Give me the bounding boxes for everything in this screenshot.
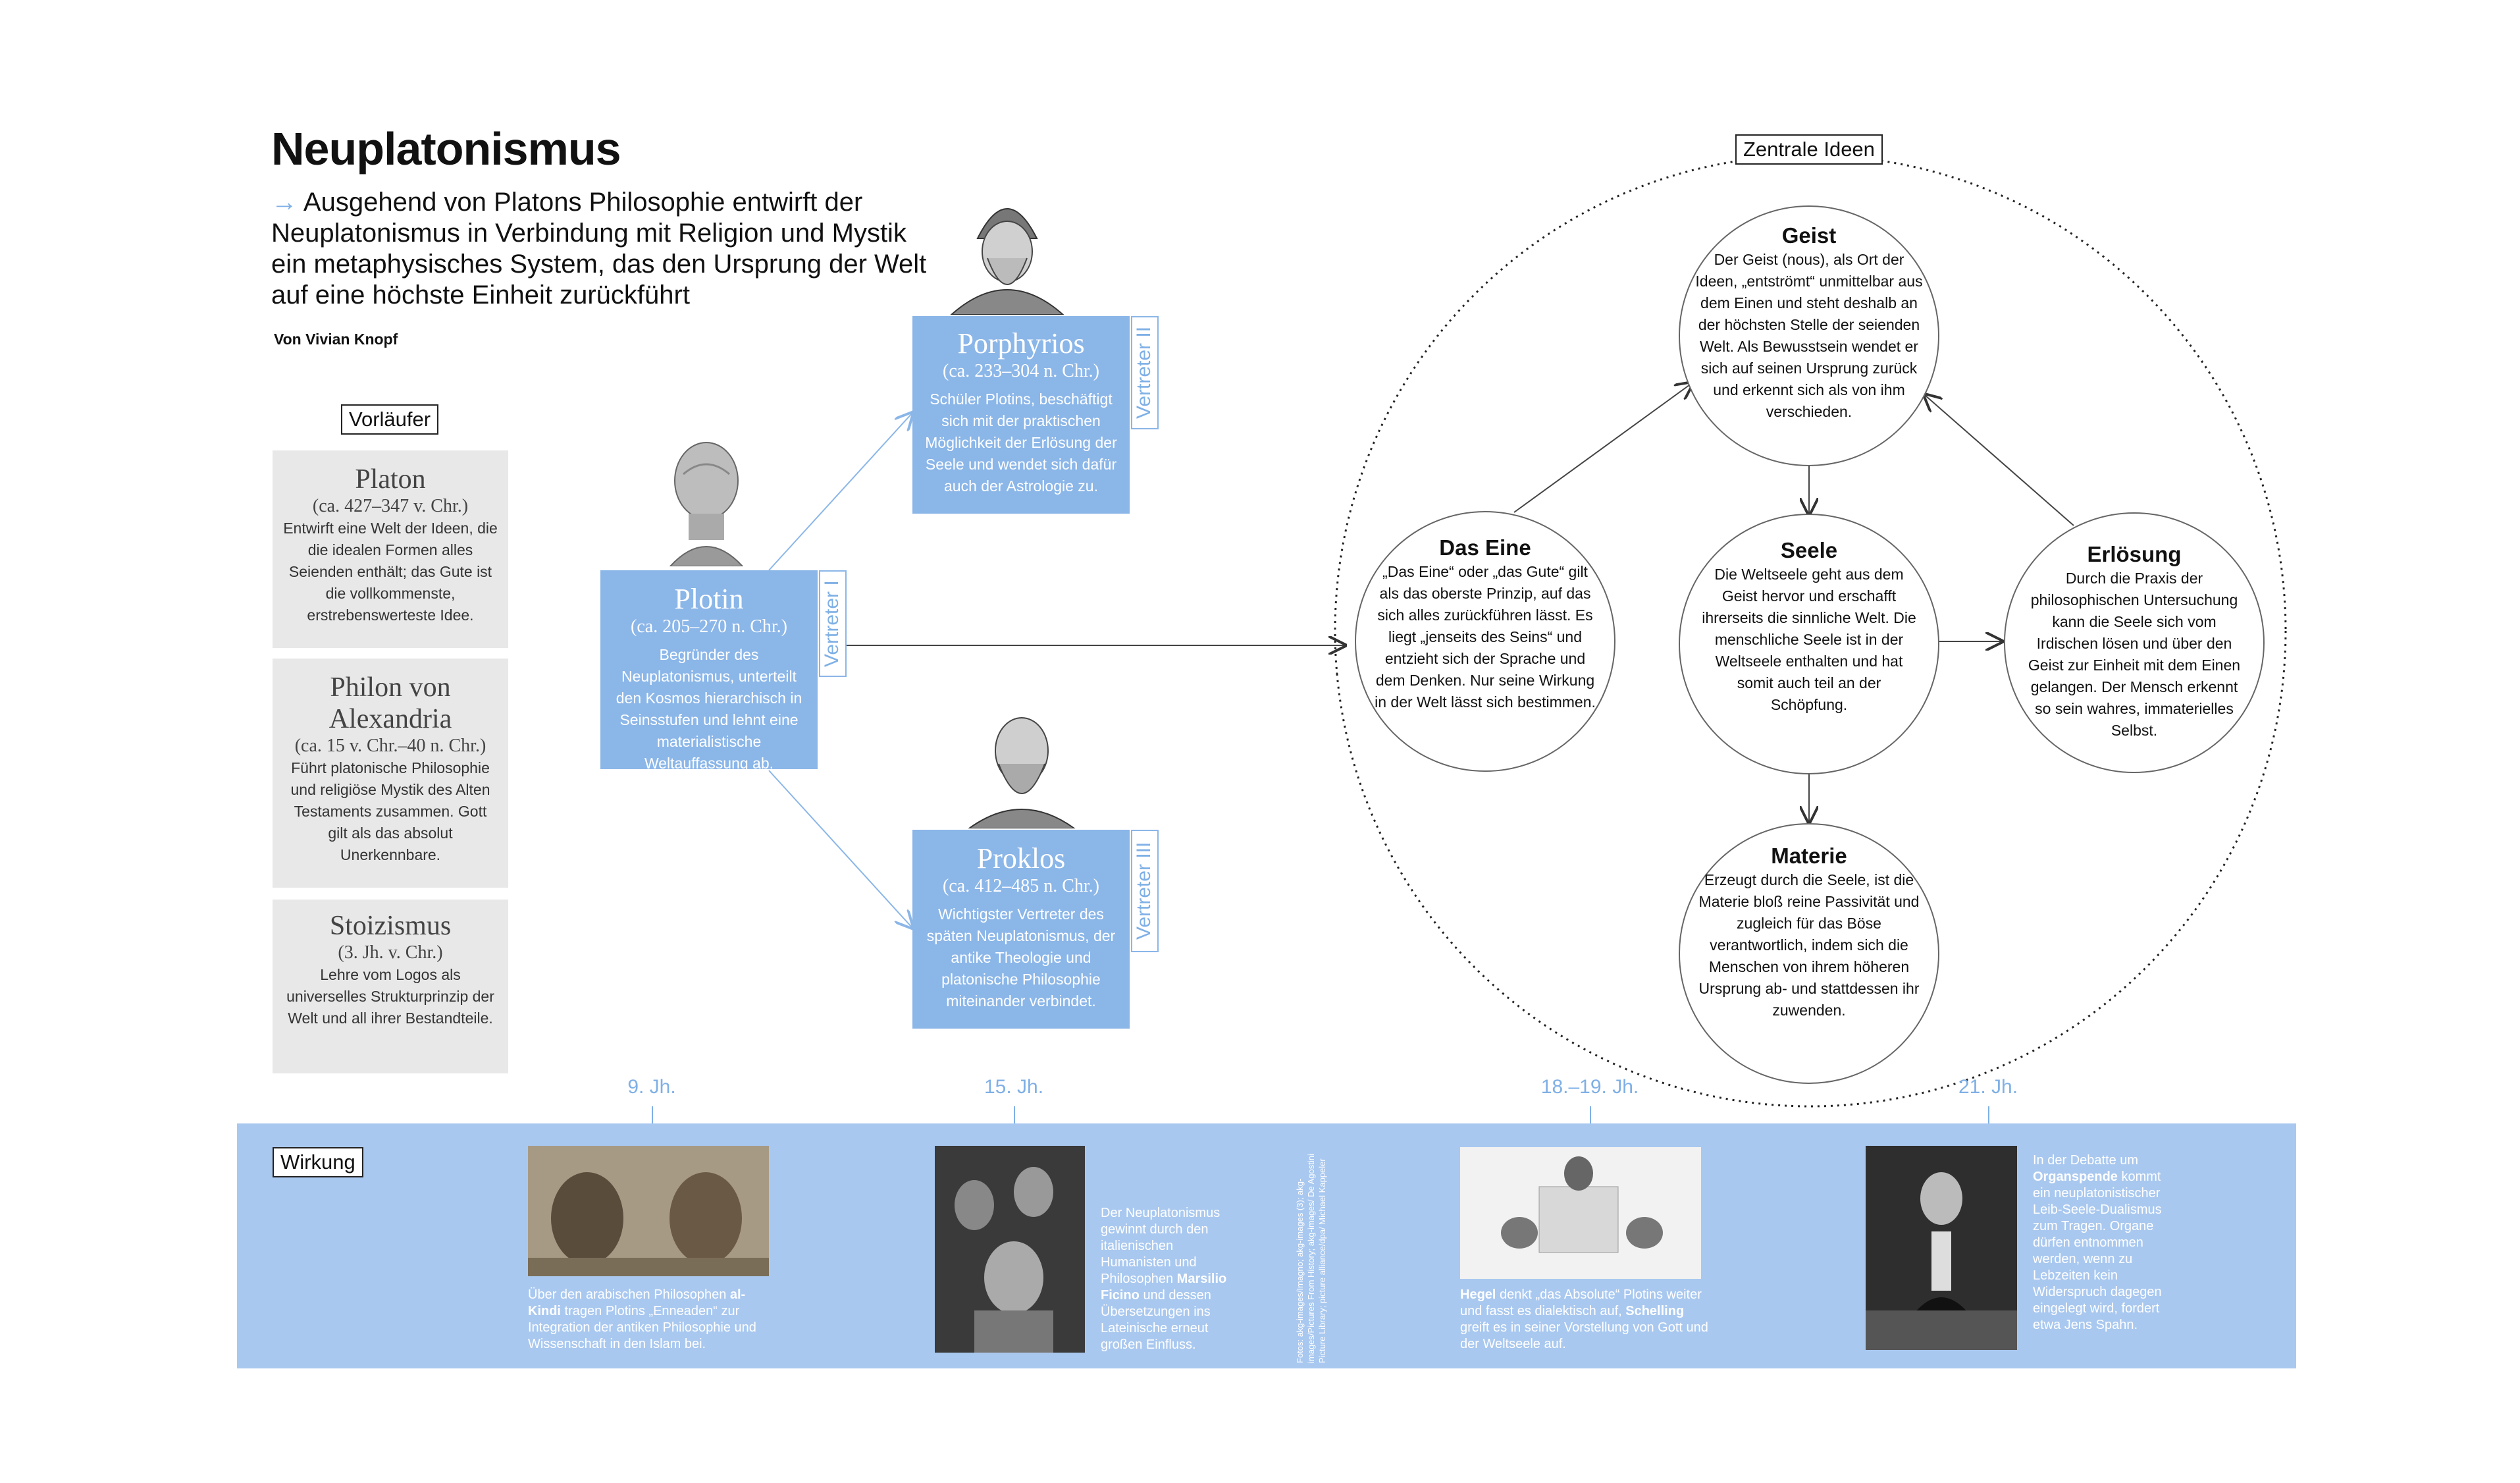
ficino-painting-image [935,1146,1085,1353]
representative-date: (ca. 205–270 n. Chr.) [631,616,787,637]
representative-name: Proklos [976,842,1066,875]
impact-text-15jh: Der Neuplatonismus gewinnt durch den italienischen Humanisten und Philosophen Marsilio Ficino und dessen Übersetzungen ins Lateinische erneut großen Einfluss. [1101,1206,1227,1352]
node-text: „Das Eine“ oder „das Gute“ gilt als das oberste Prinzip, auf das sich alles zurückführen lässt. Es liegt „jenseits des Seins“ und entzieht sich der Sprache und dem Denken. Nur seine Wirkung in der Welt lässt sich bestimmen. [1375,563,1596,711]
photo-credits: Fotos: akg-images/Imagno; akg-images (3); akg-images/Pictures From History; akg-images/ De Agostini Picture Library; picture alliance/dpa/ Michael Kappeler [1295,1154,1327,1363]
predecessors-label: Vorläufer [341,404,438,435]
representative-label: Vertreter III [1131,830,1159,952]
impact-label: Wirkung [273,1147,363,1177]
node-text: Die Weltseele geht aus dem Geist hervor und erschafft ihrerseits die sinnliche Welt. Die menschliche Seele ist in der Weltseele enthalten und hat somit auch teil an der Schöpfung. [1702,566,1916,713]
representative-label: Vertreter II [1131,316,1159,429]
century-label: 21. Jh. [1958,1076,2018,1098]
representative-porphyrios [912,316,1130,514]
predecessor-name: Philon von Alexandria [328,672,452,734]
node-text: Durch die Praxis der philosophischen Untersuchung kann die Seele sich vom Irdischen lösen und über den Geist zur Einheit mit dem Einen gelangen. Der Mensch erkennt so sein wahres, immaterielles Selbst. [2028,570,2241,739]
node-text: Der Geist (nous), als Ort der Ideen, „entströmt“ unmittelbar aus dem Einen und steht deshalb an der höchsten Stelle der seienden Welt. Als Bewusstsein wendet er sich auf seinen Ursprung zurück und erkennt sich als von ihm verschieden. [1695,251,1923,420]
predecessor-text: Lehre vom Logos als universelles Strukturprinzip der Welt und all ihrer Bestandteile. [286,966,494,1027]
impact-text-18-19jh: Hegel denkt „das Absolute“ Plotins weiter und fasst es dialektisch auf, Schelling greift es in seiner Vorstellung von Gott und der Weltseele auf. [1460,1287,1708,1351]
timeline-tick [1014,1106,1015,1123]
century-label: 18.–19. Jh. [1540,1076,1639,1098]
impact-text-9jh: Über den arabischen Philosophen al-Kindi tragen Plotins „Enneaden“ zur Integration der antiken Philosophie und Wissenschaft in den Islam bei. [528,1287,756,1351]
predecessor-name: Platon [355,464,426,495]
node-title: Materie [1771,844,1847,868]
al-kindi-miniature-image [528,1146,769,1276]
node-title: Geist [1781,223,1837,248]
predecessor-name: Stoizismus [329,911,452,941]
byline: Von Vivian Knopf [274,331,398,348]
representative-text: Schüler Plotins, beschäftigt sich mit der praktischen Möglichkeit der Erlösung der Seele und wendet sich dafür auch der Astrologie zu. [925,391,1117,495]
timeline-tick [1988,1106,1989,1123]
central-ideas-label: Zentrale Ideen [1735,134,1883,165]
node-geist [1679,205,1939,466]
timeline-tick [652,1106,653,1123]
node-text: Erzeugt durch die Seele, ist die Materie bloß reine Passivität und zugleich für das Böse verantwortlich, indem sich die Menschen von ihrem höheren Ursprung ab- und stattdessen ihr zuwenden. [1698,871,1920,1019]
representative-date: (ca. 233–304 n. Chr.) [943,361,1099,381]
proklos-portrait-image [962,698,1081,828]
porphyrios-portrait-image [948,179,1066,315]
hegel-lecture-image [1460,1147,1701,1279]
predecessor-date: (ca. 427–347 v. Chr.) [312,496,469,516]
timeline-tick [1590,1106,1591,1123]
century-label: 15. Jh. [984,1076,1044,1098]
representative-date: (ca. 412–485 n. Chr.) [943,876,1099,896]
representative-plotin [600,570,818,772]
node-erloesung [2004,512,2265,773]
spahn-photo-image [1866,1146,2017,1350]
plotin-bust-image [657,435,756,566]
representative-proklos [912,830,1130,1029]
arrow-right-icon: → [271,188,298,217]
predecessor-text: Führt platonische Philosophie und religiöse Mystik des Alten Testaments zusammen. Gott gilt als das absolut Unerkennbare. [290,759,490,863]
node-das-eine [1355,511,1615,772]
node-seele [1679,514,1939,774]
representative-label: Vertreter I [819,570,847,677]
representative-text: Wichtigster Vertreter des späten Neuplatonismus, der antike Theologie und platonische Philosophie miteinander verbindet. [926,905,1116,1010]
representative-name: Porphyrios [957,327,1085,360]
impact-text-21jh: In der Debatte um Organspende kommt ein neuplatonistischer Leib-Seele-Dualismus zum Tragen. Organe dürfen entnommen werden, wenn zu Lebzeiten kein Widerspruch dagegen eingelegt wird, fordert etwa Jens Spahn. [2033,1153,2162,1332]
page-title: Neuplatonismus [271,123,621,175]
intro-body: Ausgehend von Platons Philosophie entwirft der Neuplatonismus in Verbindung mit Religion und Mystik ein metaphysisches System, das den Ursprung der Welt auf eine höchste Einheit zurückführt [271,188,927,310]
predecessor-date: (ca. 15 v. Chr.–40 n. Chr.) [294,736,486,756]
representative-text: Begründer des Neuplatonismus, unterteilt den Kosmos hierarchisch in Seinsstufen und lehnt eine materialistische Weltauffassung ab. [616,646,802,772]
node-title: Erlösung [2087,542,2182,566]
century-label: 9. Jh. [627,1076,676,1098]
representative-name: Plotin [674,583,744,615]
node-title: Das Eine [1439,535,1531,560]
predecessor-text: Entwirft eine Welt der Ideen, die die idealen Formen alles Seienden enthält; das Gute ist die vollkommenste, erstrebenswerteste Idee. [283,520,498,624]
node-title: Seele [1780,538,1838,562]
node-materie [1679,823,1939,1084]
predecessor-date: (3. Jh. v. Chr.) [338,942,443,963]
